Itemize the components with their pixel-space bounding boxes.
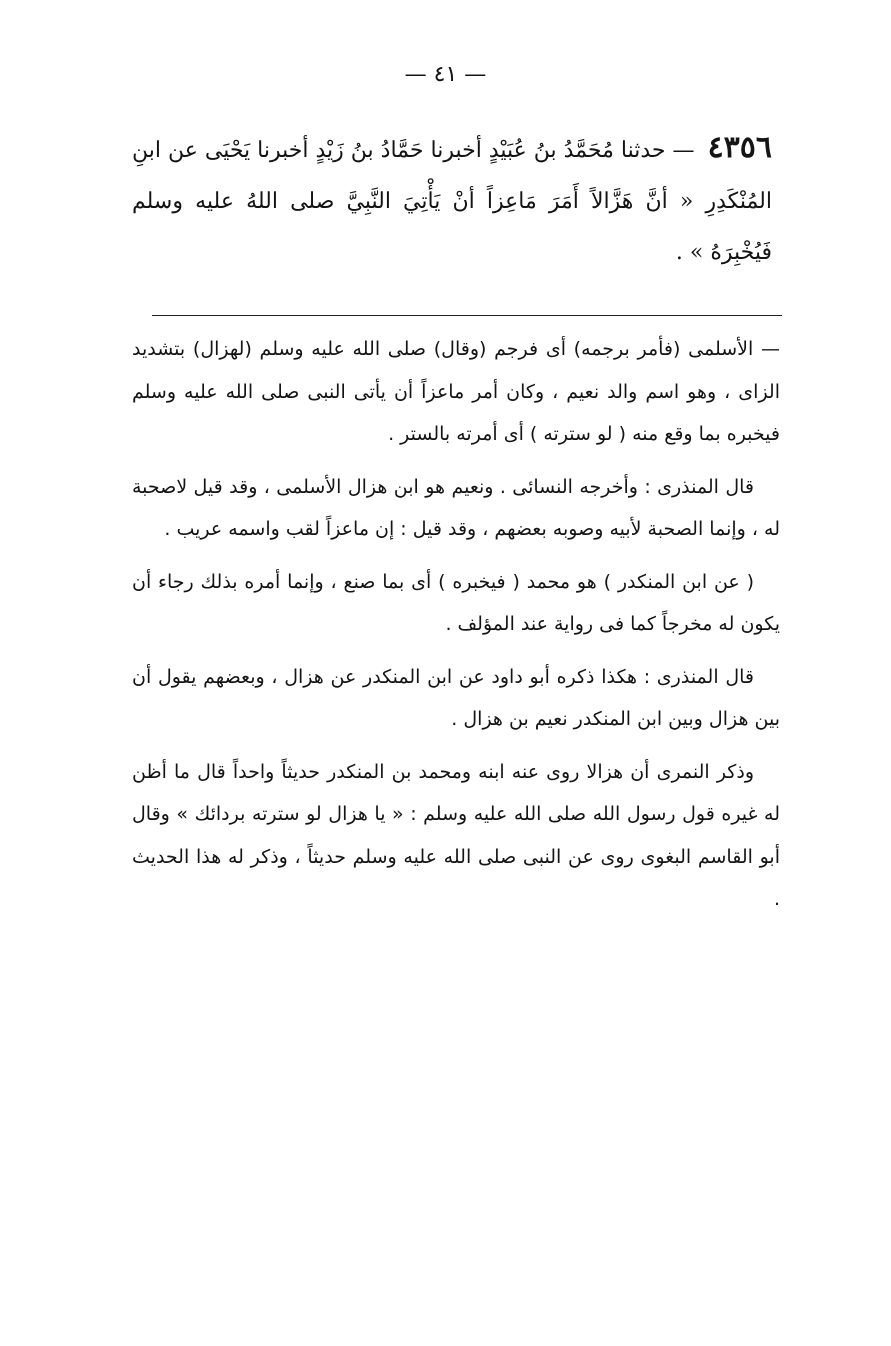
hadith-text-block: [132, 122, 772, 278]
commentary-paragraph: قال المنذرى : هكذا ذكره أبو داود عن ابن المنكدر عن هزال ، وبعضهم يقول أن بين هزال وبين ابن المنكدر نعيم بن هزال .: [132, 665, 780, 730]
commentary-paragraph: وذكر النمرى أن هزالا روى عنه ابنه ومحمد بن المنكدر حديثاً واحداً قال ما أظن له غيره قول رسول الله صلى الله عليه وسلم : « يا هزال لو سترته بردائك » وقال أبو القاسم البغوى روى عن النبى صلى الله عليه وسلم حديثاً ، وذكر له هذا الحديث .: [132, 760, 780, 910]
commentary-paragraph: ( عن ابن المنكدر ) هو محمد ( فيخبره ) أى بما صنع ، وإنما أمره بذلك رجاء أن يكون له مخرجاً كما فى رواية عند المؤلف .: [132, 570, 780, 635]
hadith-body: — حدثنا مُحَمَّدُ بنُ عُبَيْدٍ أخبرنا حَمَّادُ بنُ زَيْدٍ أخبرنا يَحْيَى عن ابنِ المُنْكَدِرِ « أنَّ هَزَّالاً أَمَرَ مَاعِزاً أنْ يَأْتِيَ النَّبِيَّ صلى اللهُ عليه وسلم فَيُخْبِرَهُ » .: [132, 138, 772, 265]
commentary-paragraph: — الأسلمى (فأمر برجمه) أى فرجم (وقال) صلى الله عليه وسلم (لهزال) بتشديد الزاى ، وهو اسم والد نعيم ، وكان أمر ماعزاً أن يأتى النبى صلى الله عليه وسلم فيخبره بما وقع منه ( لو سترته ) أى أمرته بالستر .: [132, 338, 780, 445]
commentary-block: [132, 328, 780, 931]
page-number: — ٤١ —: [404, 62, 487, 87]
footnote-divider: [152, 315, 782, 316]
hadith-number: ٤٣٥٦: [707, 130, 773, 165]
commentary-paragraph: قال المنذرى : وأخرجه النسائى . ونعيم هو ابن هزال الأسلمى ، وقد قيل لاصحبة له ، وإنما الصحبة لأبيه وصوبه بعضهم ، وقد قيل : إن ماعزاً لقب واسمه عريب .: [132, 475, 780, 540]
